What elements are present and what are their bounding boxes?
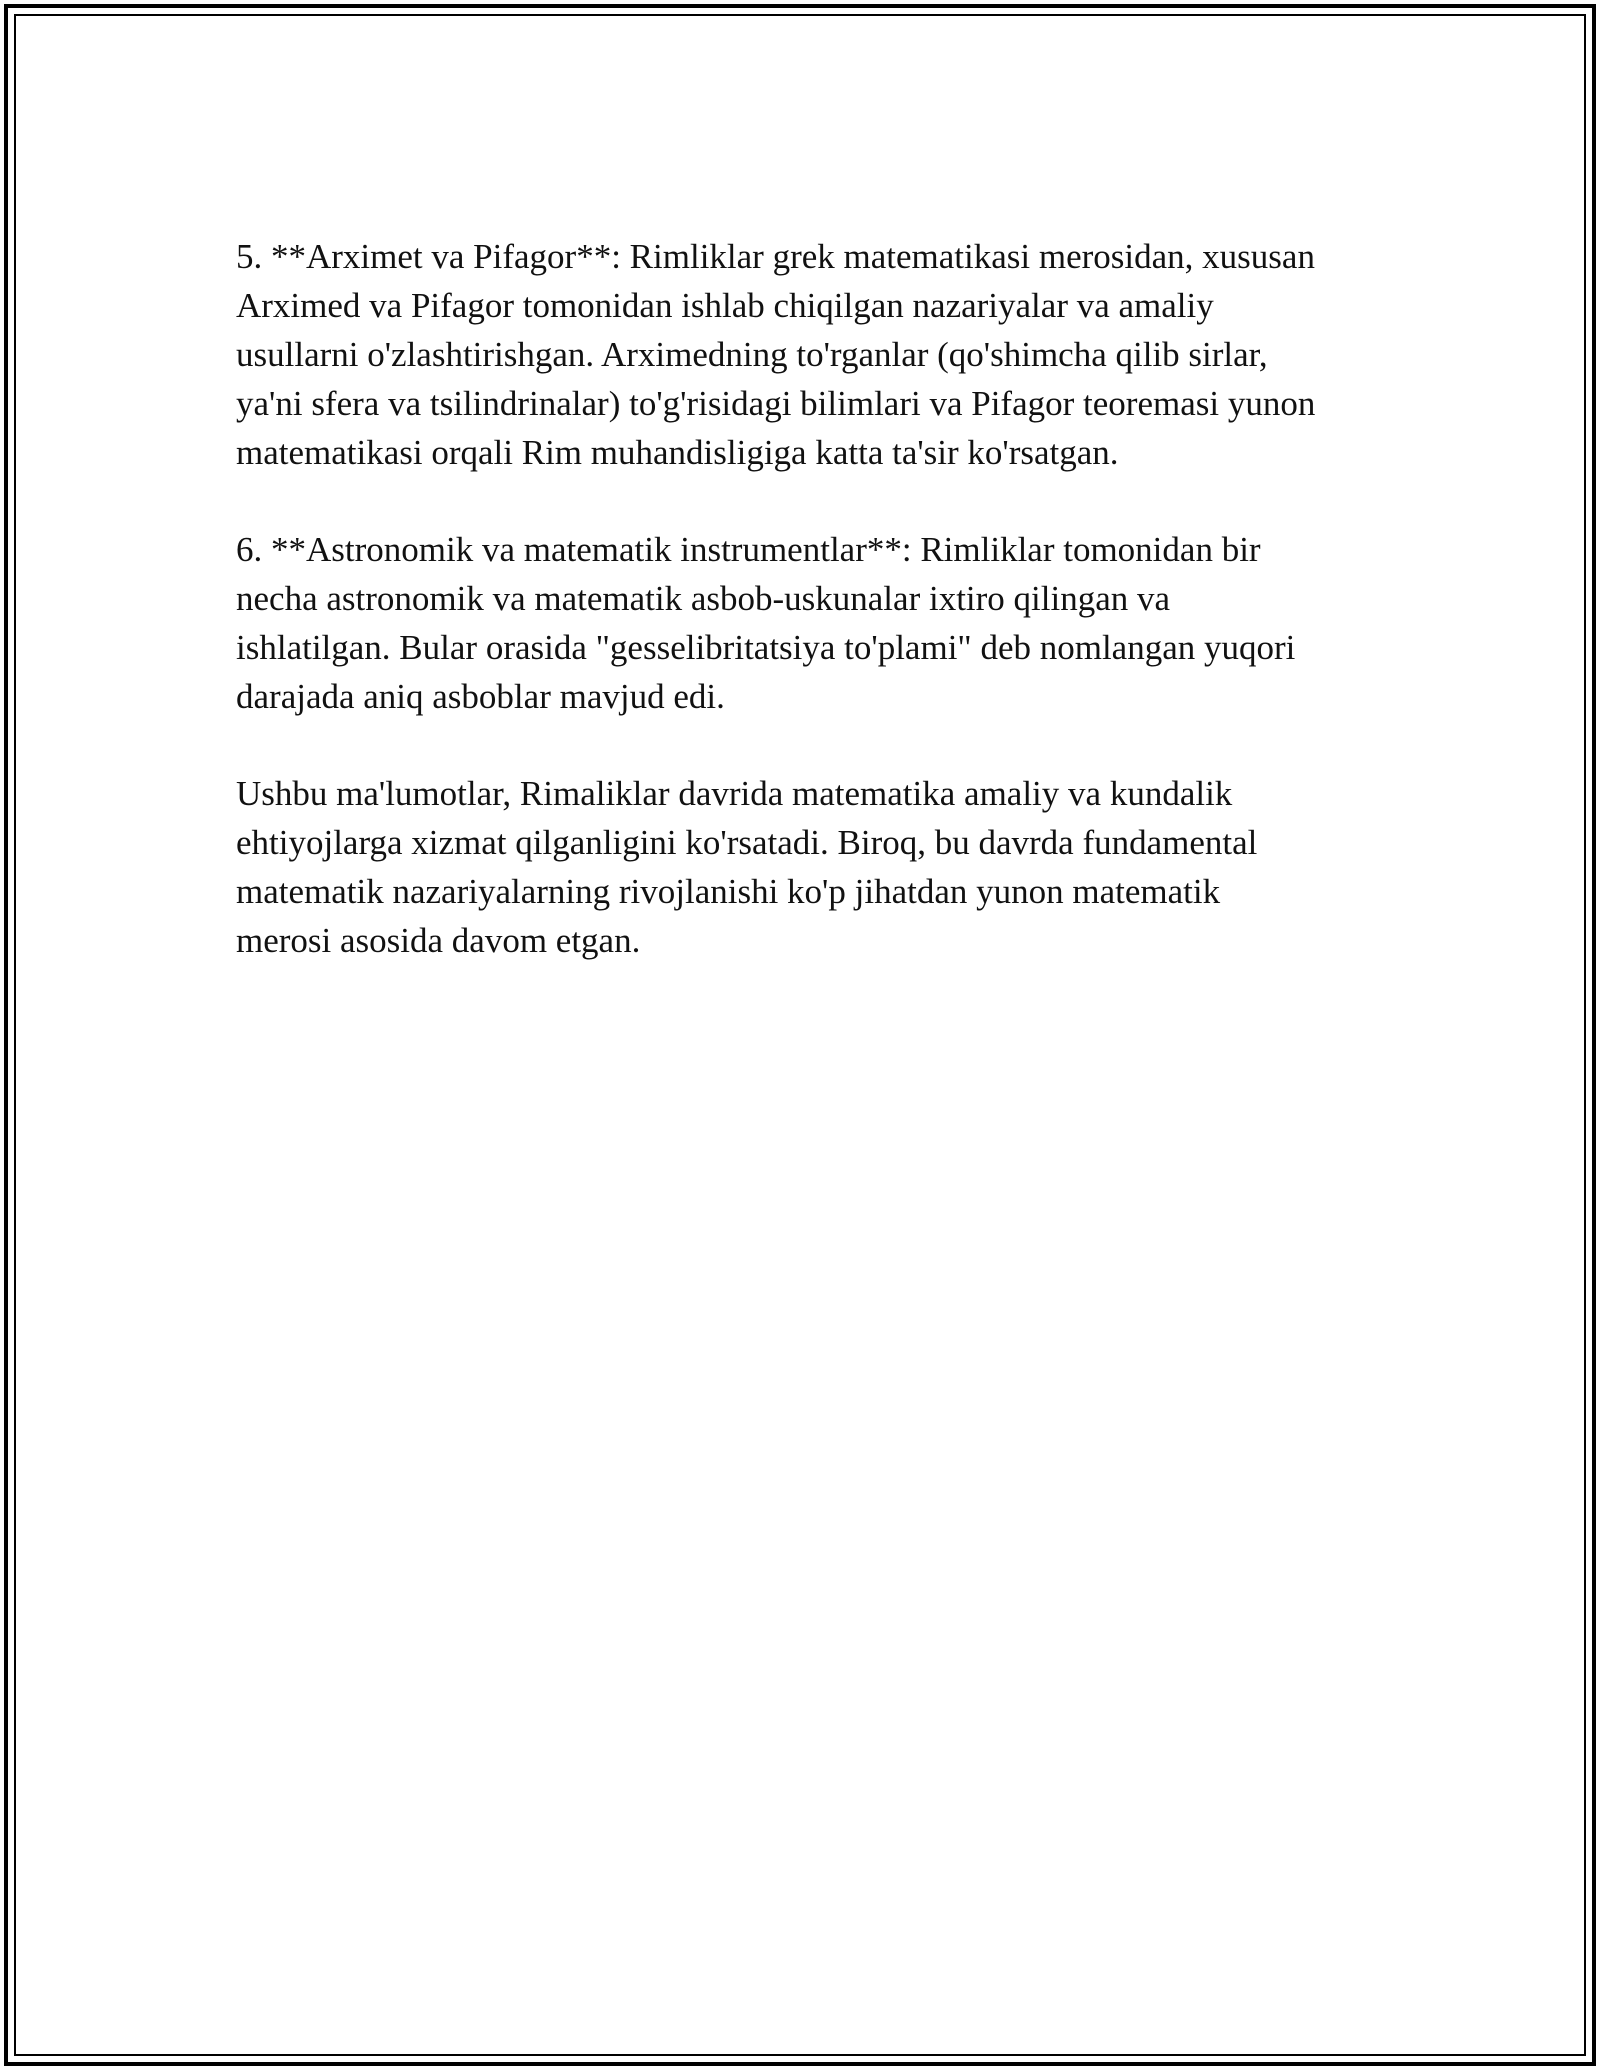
paragraph-conclusion: Ushbu ma'lumotlar, Rimaliklar davrida matematika amaliy va kundalik ehtiyojlarga xizmat qilganligini ko'rsatadi. Biroq, bu davrda fundamental matematik nazariyalarning rivojlanishi ko'p jihatdan yunon matematik merosi asosida davom etgan. bbox=[236, 774, 1258, 960]
document-body bbox=[236, 232, 1386, 1013]
paragraph-instruments: 6. **Astronomik va matematik instrumentlar**: Rimliklar tomonidan bir necha astronomik va matematik asbob-uskunalar ixtiro qilingan va ishlatilgan. Bular orasida "gesselibritatsiya to'plami" deb nomlangan yuqori darajada aniq asboblar mavjud edi. bbox=[236, 530, 1296, 716]
paragraph-arximet-pifagor: 5. **Arximet va Pifagor**: Rimliklar grek matematikasi merosidan, xususan Arximed va Pifagor tomonidan ishlab chiqilgan nazariyalar va amaliy usullarni o'zlashtirishgan. Arximedning to'rganlar (qo'shimcha qilib sirlar, ya'ni sfera va tsilindrinalar) to'g'risidagi bilimlari va Pifagor teoremasi yunon matematikasi orqali Rim muhandisligiga katta ta'sir ko'rsatgan. bbox=[236, 237, 1316, 472]
